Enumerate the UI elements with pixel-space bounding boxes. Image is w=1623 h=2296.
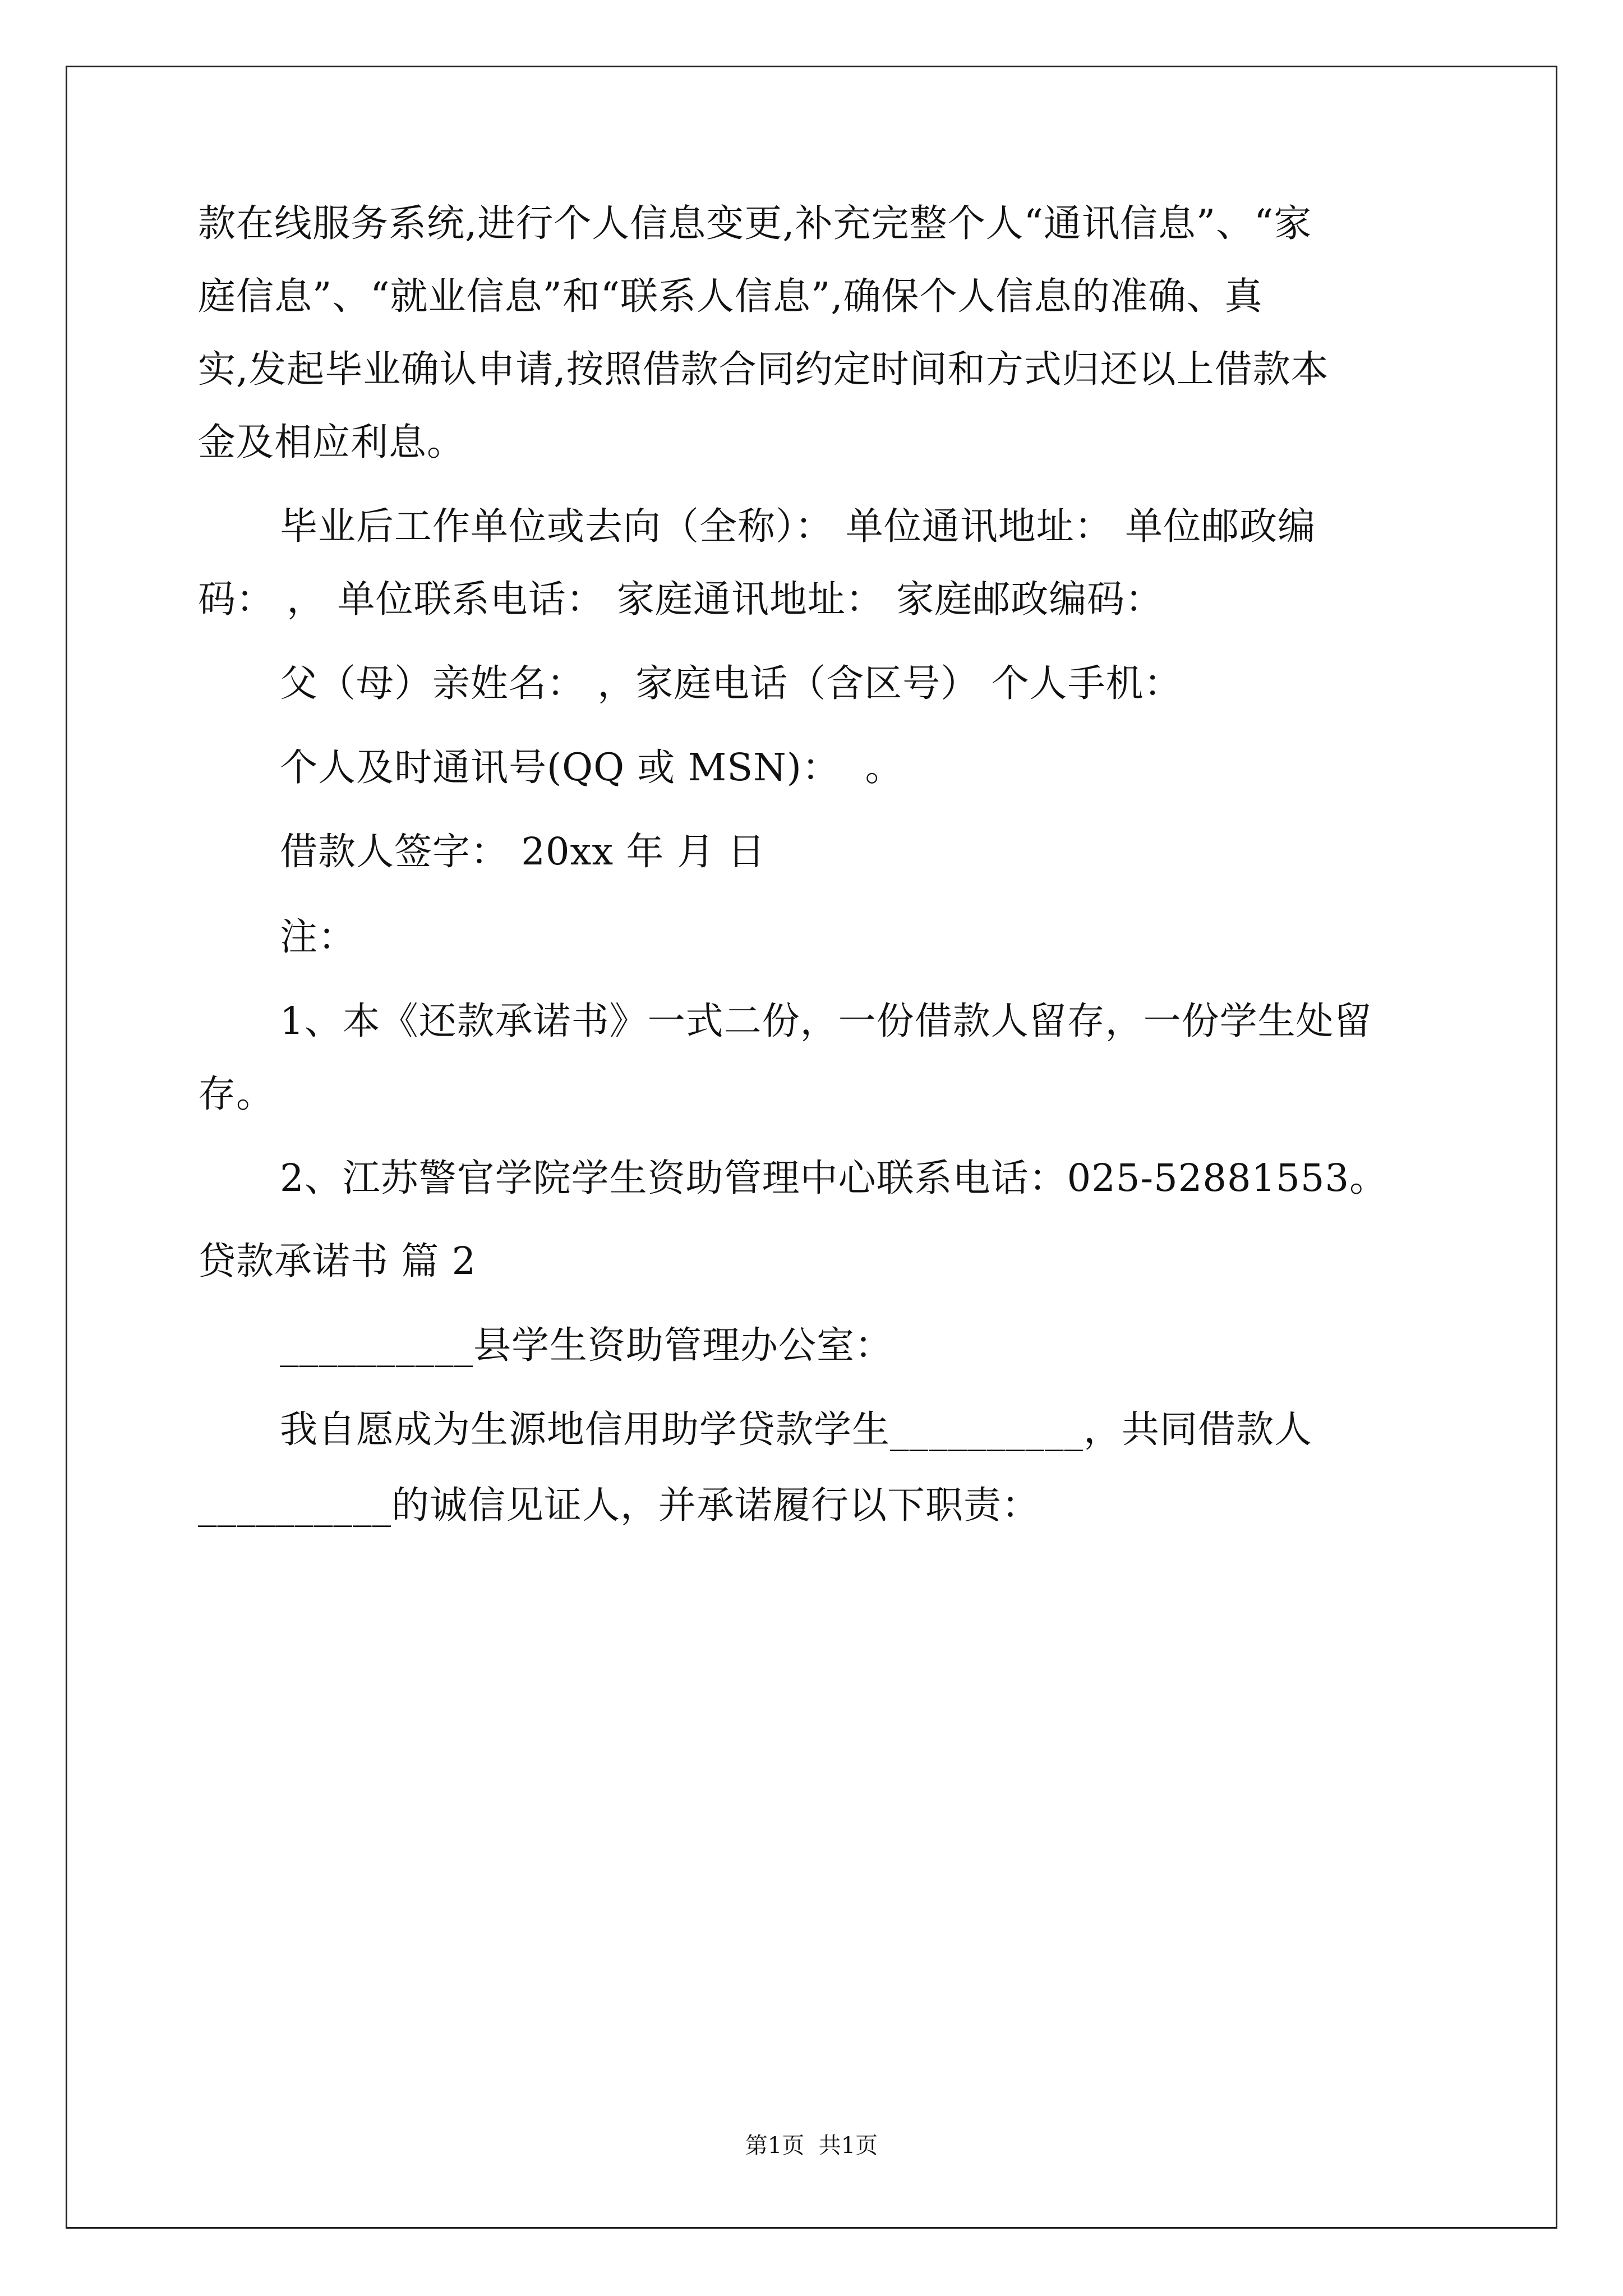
note-item-1: 1、本《还款承诺书》一式二份，一份借款人留存，一份学生处留 [280, 999, 1372, 1043]
commitment-line-1: 我自愿成为生源地信用助学贷款学生__________，共同借款人 [280, 1407, 1312, 1451]
contact-info-line: 码： ， 单位联系电话： 家庭通讯地址： 家庭邮政编码： [198, 577, 1164, 621]
addressee-line: __________县学生资助管理办公室： [280, 1323, 893, 1367]
section-title: 贷款承诺书 篇 2 [198, 1239, 477, 1283]
paragraph-line-4: 金及相应利息。 [198, 420, 465, 464]
im-info-line: 个人及时通讯号(QQ 或 MSN)： 。 [280, 746, 903, 789]
paragraph-line-3: 实,发起毕业确认申请,按照借款合同约定时间和方式归还以上借款本 [198, 347, 1329, 391]
page-footer: 第1页 共1页 [745, 2133, 878, 2159]
paragraph-line-1: 款在线服务系统,进行个人信息变更,补充完整个人“通讯信息”、“家 [198, 201, 1312, 245]
employment-info-line: 毕业后工作单位或去向（全称）： 单位通讯地址： 单位邮政编 [280, 504, 1316, 548]
commitment-line-2: __________的诚信见证人，并承诺履行以下职责： [198, 1483, 1040, 1527]
note-item-1-continued: 存。 [198, 1072, 274, 1116]
note-item-2: 2、江苏警官学院学生资助管理中心联系电话：025-52881553。 [280, 1156, 1388, 1200]
parent-info-line: 父（母）亲姓名： ，家庭电话（含区号） 个人手机： [280, 661, 1182, 705]
paragraph-line-2: 庭信息”、“就业信息”和“联系人信息”,确保个人信息的准确、真 [198, 274, 1263, 318]
note-heading: 注： [280, 915, 356, 959]
signature-line: 借款人签字： 20xx 年 月 日 [280, 830, 766, 873]
